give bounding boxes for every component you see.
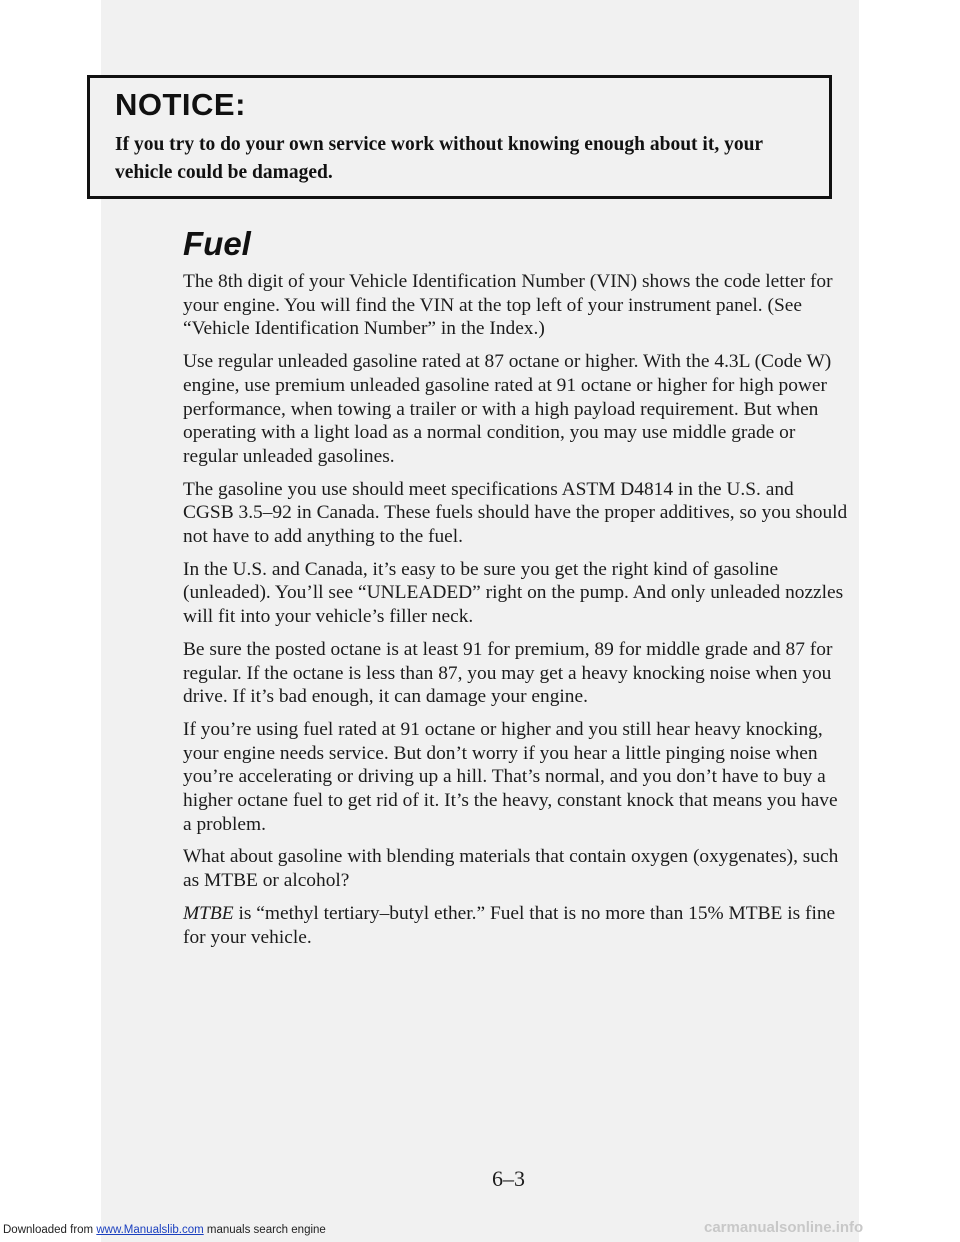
paragraph-unleaded: In the U.S. and Canada, it’s easy to be sure you get the right kind of gasoline (unleaded). You’ll see “UNLEADED” right on the pump. And only unleaded nozzles will fit into your vehicle’s filler neck.: [183, 558, 844, 628]
footer-prefix: Downloaded from: [3, 1224, 97, 1236]
page-number: 6–3: [492, 1166, 525, 1191]
paragraph-specifications: The gasoline you use should meet specifications ASTM D4814 in the U.S. and CGSB 3.5–92 in Canada. These fuels should have the proper additives, so you should not have to add anything to the fuel.: [183, 478, 848, 548]
notice-body: If you try to do your own service work without knowing enough about it, your vehicle could be damaged.: [115, 134, 763, 183]
download-footer: [3, 1224, 326, 1236]
watermark: carmanualsonline.info: [704, 1219, 864, 1236]
mtbe-term: MTBE: [183, 902, 234, 924]
mtbe-definition: is “methyl tertiary–butyl ether.” Fuel that is no more than 15% MTBE is fine for your vehicle.: [183, 902, 836, 948]
paragraph-posted-octane: Be sure the posted octane is at least 91 for premium, 89 for middle grade and 87 for regular. If the octane is less than 87, you may get a heavy knocking noise when you drive. If it’s bad enough, it can damage your engine.: [183, 638, 833, 708]
fuel-content: [183, 270, 848, 958]
section-title-fuel: Fuel: [183, 225, 251, 262]
paragraph-mtbe: [183, 902, 848, 949]
paragraph-oxygenates: What about gasoline with blending materials that contain oxygen (oxygenates), such as MTBE or alcohol?: [183, 846, 839, 892]
notice-title: NOTICE:: [115, 87, 246, 122]
paragraph-knocking: If you’re using fuel rated at 91 octane or higher and you still hear heavy knocking, your engine needs service. But don’t worry if you hear a little pinging noise when you’re accelerating or driving up a hill. That’s normal, and you don’t have to buy a higher octane fuel to get rid of it. It’s the heavy, constant knock that means you have a problem.: [183, 718, 838, 835]
manualslib-link[interactable]: www.Manualslib.com: [96, 1224, 204, 1236]
footer-suffix: manuals search engine: [203, 1224, 326, 1236]
paragraph-vin: The 8th digit of your Vehicle Identification Number (VIN) shows the code letter for your engine. You will find the VIN at the top left of your instrument panel. (See “Vehicle Identification Number” in the Index.): [183, 271, 833, 340]
paragraph-octane: Use regular unleaded gasoline rated at 87 octane or higher. With the 4.3L (Code W) engine, use premium unleaded gasoline rated at 91 octane or higher for high power performance, when towing a trailer or with a high payload requirement. But when operating with a light load as a normal condition, you may use middle grade or regular unleaded gasolines.: [183, 351, 832, 467]
